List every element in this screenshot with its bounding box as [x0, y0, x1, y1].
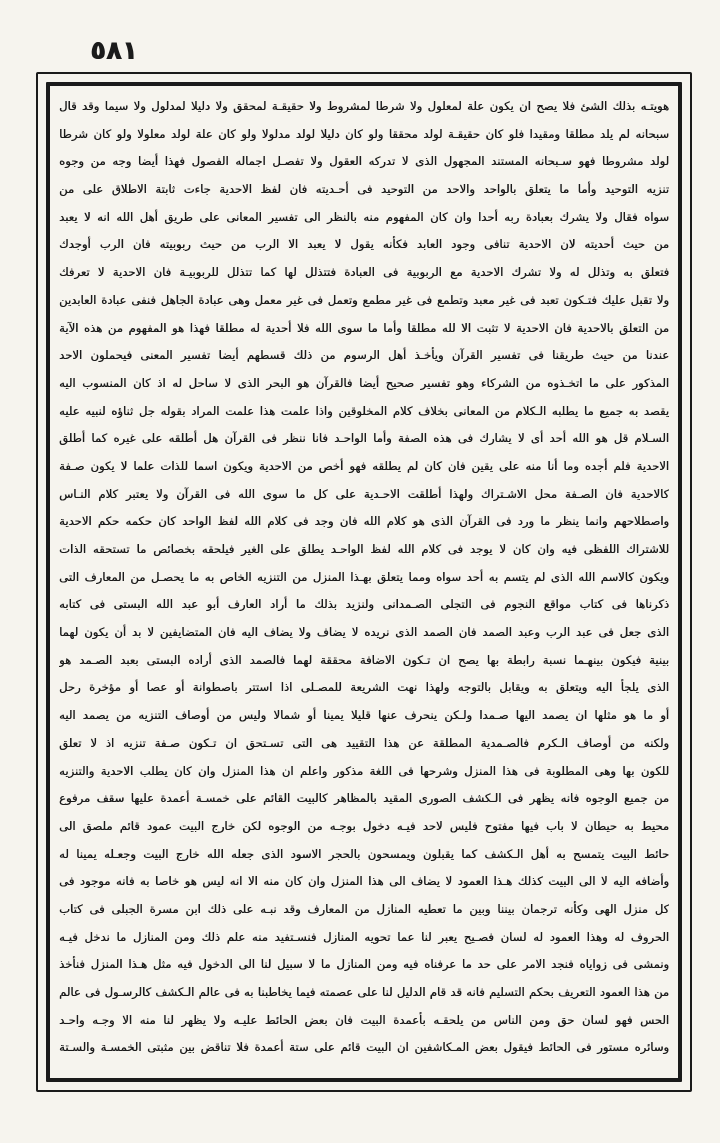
text-line: لولد مشروطا فهو سـبحانه المستند المجهول الذى لا تدركه العقول ولا تفصـل اجماله الفصول فهذا أيضا وجه من وجوه — [59, 154, 669, 169]
text-line: تنزيه التوحيد وأما ما يتعلق بالواحد والاحد من التوحيد فى أحـديته فان لفظ الاحدية جاءت ثابتة الاطلاق على من — [59, 182, 669, 197]
text-line: الذى يلجأ اليه ويتعلق به ويقابل بالتوجه ولهذا نهت الشريعة للمصـلى اذا استتر باصطوانة أو عصا أو مؤخرة رحل — [59, 680, 669, 695]
text-line: الاحدية فلم أجده وما أنا منه على يقين فان كان لم يطلقه فهو أخص من الاحدية ويكون اسما للذات علما لا يكون صـفة — [59, 458, 669, 473]
page-number: ٥٨١ — [90, 36, 138, 66]
text-line: ويكون كالاسم الله الذى لم يتسم به أحد سواه ومما يتعلق بهـذا المنزل من التنزيه الخاص به ما يحصـل من المعارف التى — [59, 569, 669, 584]
text-line: كل منزل الهى وكأنه ترجمان بيننا وبين ما تعطيه المنازل من المعارف وقد نبـه على ذلك ابن مسرة الجبلى فى كتاب — [59, 901, 669, 916]
text-line: كالاحدية فان الصـفة محل الاشـتراك ولهذا أطلقت الاحـدية على كل ما سوى الله فى القرآن ولا يعتبر كلام النـاس — [59, 486, 669, 501]
text-line: يقصد به جميع ما يطلبه الـكلام من المعانى بخلاف كلام المخلوقين واذا علمت هذا علمت المراد بقوله جل ثناؤه لنبيه عليه — [59, 403, 669, 418]
text-line: سبحانه لم يلد مطلقا ومقيدا فلو كان حقيقـة لولد محققا ولو كان دليلا لولد مدلولا ولو كان علة لولد معلولا ولو كان شرطا — [59, 126, 669, 141]
text-line: من هذا العمود التعريف بحكم التسليم فانه قد قام الدليل لنا على عصمته فيما يخاطبنا به فى عالم الـكشف كالرسـول فى عالم — [59, 985, 669, 999]
text-line: محيط به حيطان لا باب فيها مفتوح فليس لاحد فيـه دخول بوجـه من الوجوه لكن خارج البيت عمود قائم ملصق الى — [59, 818, 669, 833]
text-line: حائط البيت يتمسح به أهل الـكشف كما يقبلون ويمسحون بالحجر الاسود الذى جعله الله خارج البيت وجعـله يمينا له — [59, 846, 669, 861]
text-line: وسائره مستور فى الحائط فيقول بعض المـكاشفين ان البيت قائم على ستة أعمدة فلا تناقض بين مثبتى الخمسـة والسـتة — [59, 1040, 669, 1055]
text-line: الحس فهو لسان حق ومن الناس من يلحقـه بأعمدة البيت فان بعض الحائط عليـه ولا يظهر لنا منه الا وجـه واحـد — [59, 1012, 669, 1027]
page-border-outer — [36, 72, 692, 1092]
text-line: المذكور على ما اتخـذوه من الشركاء وهو تفسير صحيح أيضا فالقرآن هو البحر الذى لا ساحل له اذ كان المنسوب اليه — [59, 375, 669, 390]
text-line: ولا تقبل عليك فتـكون تعبد فى غير معبد وتطمع فى غير مطمع وتعمل فى غير معمل وهى عبادة الجاهل فنفى عبادة العابدين — [59, 292, 669, 307]
text-line: بينية فيكون بينهـما نسبة رابطة بها يصح ان تـكون الاضافة محققة لهما فالصمد الذى أراده البستى بعبد الصـمد هو — [59, 652, 669, 667]
text-line: فتعلق به وتذلل له ولا تشرك الاحدية مع الربوبية فى العبادة فتتذلل لها كما تتذلل للربوبيـة فان الاحدية لا تعرفك — [59, 265, 669, 280]
text-line: السـلام قل هو الله أحد أى لا يشارك فى هذه الصفة وأما الواحـد فانا ننظر فى القرآن هل أطلقه على غيره كما أطلق — [59, 431, 669, 446]
text-line: للكون بها وهى المطلوبة فى هذا المنزل وشرحها فى اللغة مذكور واعلم ان هذا المنزل وان كان يطلب الاحدية والتنزيه — [59, 763, 669, 778]
text-line: من التعلق بالاحدية فان الاحدية لا تثبت الا لله مطلقا وأما ما سوى الله فلا أحدية له مطلقا فهذا هو المفهوم من هذه الآية — [59, 320, 669, 335]
text-line: سواه فقال ولا يشرك بعبادة ربه أحدا وان كان المفهوم منه بالنظر الى تفسير المعانى على طريق أهل الله انه لا يعبد — [59, 209, 669, 224]
text-line: ونمشى فى زواياه فنجد الامر على حد ما عرفناه فيه ومن المنازل ما لا سبيل لنا الى الدخول فيه مثل هـذا المنزل فنأخذ — [59, 957, 669, 972]
text-line: واصطلاحهم وانما ينظر ما ورد فى القرآن الذى هو كلام الله فان وجد فى كلام الله لفظ الواحد كان حكمه حكم الاحدية — [59, 514, 669, 529]
text-line: من جميع الوجوه فانه يظهر فى الـكشف الصورى المقيد بالمظاهر كالبيت القائم على خمسـة أعمدة عليها سقف مرفوع — [59, 791, 669, 806]
text-line: الذى جعل فى عبد الرب وعبد الصمد فان الصمد الذى نريده لا يضاف ولا يضاف اليه فان المتضايفين لا بد أن يكون لهما — [59, 625, 669, 640]
text-line: ولكنه من أوصاف الـكرم فالصـمدية المطلقة عن هذا التقييد هى التى تسـتحق ان تـكون صـفة تنزيه اذ لا تعلق — [59, 735, 669, 750]
text-line: هويتـه بذلك الشئ فلا يصح ان يكون علة لمعلول ولا شرطا لمشروط ولا حقيقـة لمحقق ولا دليلا لمدلول ولا سيما وقد قال — [59, 99, 669, 113]
text-line: وأضافه اليه لا الى البيت كذلك هـذا العمود لا يضاف الى هذا المنزل وان كان منه الا انه ليس هو خاصا به فانه موجود فى — [59, 874, 669, 889]
text-line: أو ما هو مثلها ان يصمد اليها صـمدا ولـكن ينحرف عنها قليلا يمينا أو شمالا وليس من أوصاف التنزيه من يصمد اليه — [59, 708, 669, 723]
text-line: عندنا من حيث طريقنا فى تفسير القرآن ويأخـذ أهل الرسوم من ذلك قسطهم أيضا تفسير المعنى فيحملون الاحد — [59, 348, 669, 363]
text-block — [50, 86, 678, 1078]
page-border-inner — [46, 82, 682, 1082]
text-line: للاشتراك اللفظى فيه وان كان لا يوجد فى كلام الله لفظ الواحـد يطلق على الغير فيلحقه بخصائص ما تستحقه الذات — [59, 542, 669, 556]
text-line: ذكرناها فى كتاب مواقع النجوم فى التجلى الصـمدانى ولنزيد بذلك ما أراد العارف أبو عبد الله البستى فى كتابه — [59, 597, 669, 612]
text-line: من حيث أحديته لان الاحدية تنافى وجود العابد فكأنه يقول لا يعبد الا الرب من حيث ربوبيته فان الرب أوجدك — [59, 237, 669, 252]
text-line: الحروف له وهذا العمود له لسان فصـيح يعبر لنا عما تحويه المنازل فنسـتفيد منه علم ذلك ومن المنازل ما ندخل فيـه — [59, 929, 669, 944]
